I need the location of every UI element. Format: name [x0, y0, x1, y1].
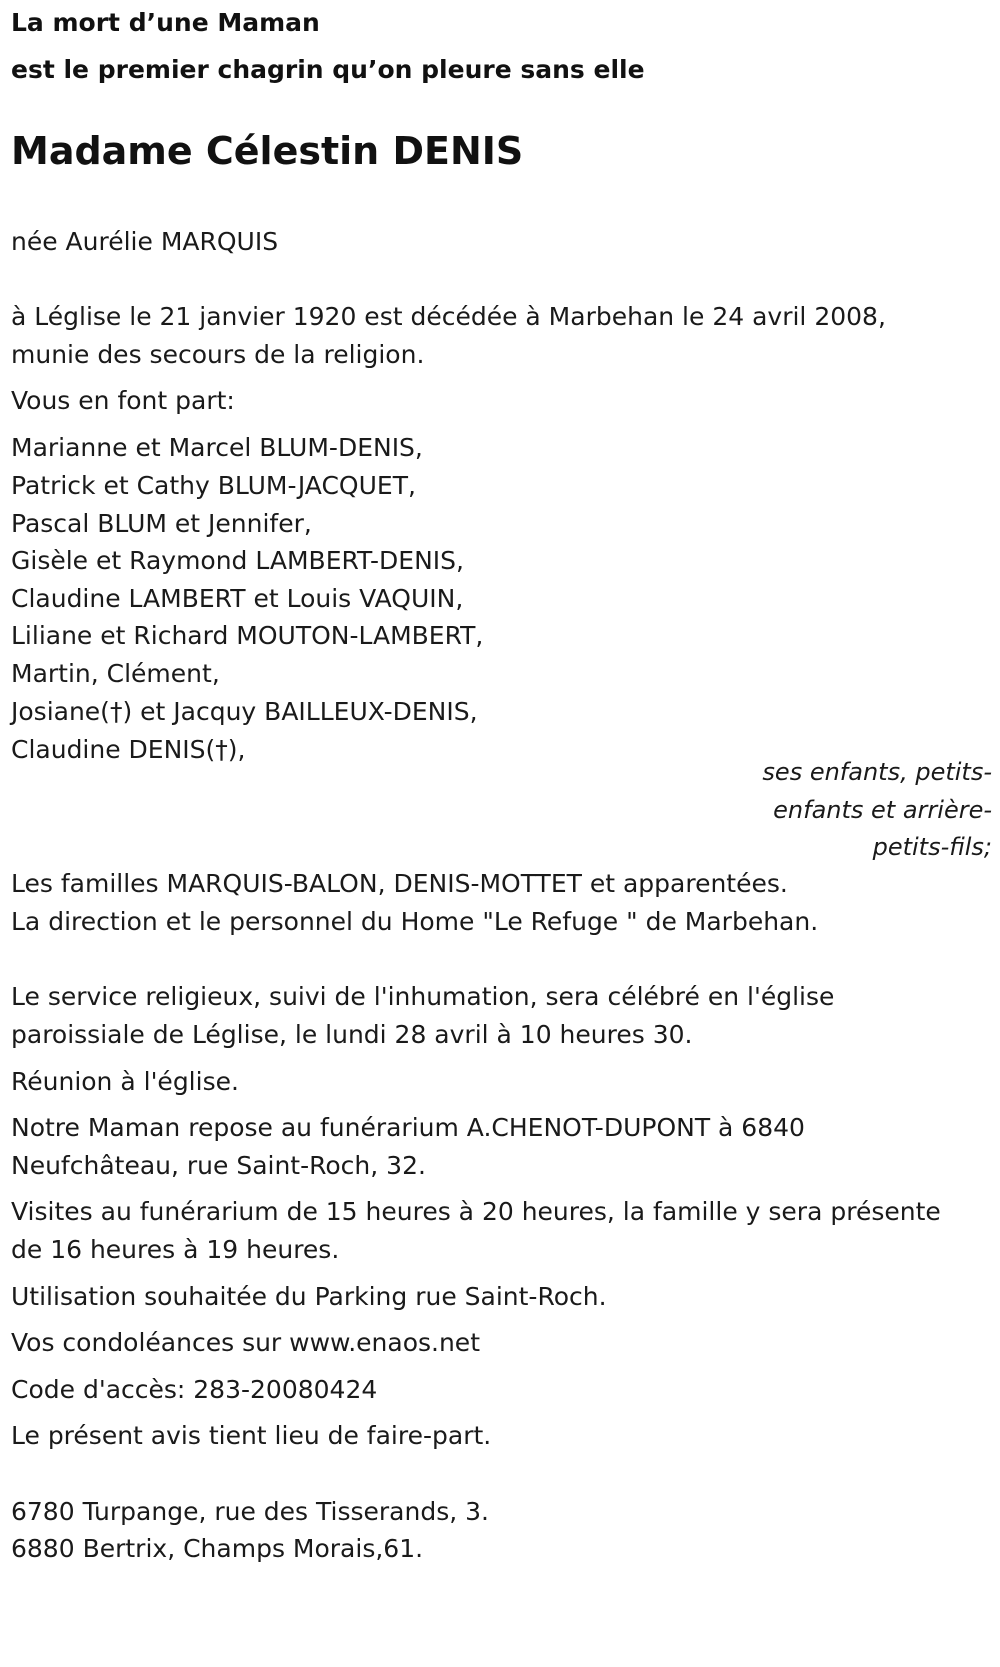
family-relation-line-2: enfants et arrière-: [773, 796, 992, 824]
birth-name: née Aurélie MARQUIS: [11, 227, 279, 256]
visits-line-1: Visites au funérarium de 15 heures à 20 heures, la famille y sera présente: [11, 1197, 941, 1226]
death-notice-line-2: munie des secours de la religion.: [11, 340, 425, 369]
death-notice-line-1: à Léglise le 21 janvier 1920 est décédée à Marbehan le 24 avril 2008,: [11, 302, 886, 331]
notice-statement: Le présent avis tient lieu de faire-part.: [11, 1421, 492, 1450]
service-line-2: paroissiale de Léglise, le lundi 28 avril à 10 heures 30.: [11, 1020, 693, 1049]
family-member: Claudine DENIS(†),: [11, 735, 246, 764]
family-member: Patrick et Cathy BLUM-JACQUET,: [11, 471, 416, 500]
home-staff: La direction et le personnel du Home "Le Refuge " de Marbehan.: [11, 907, 819, 936]
funerarium-line-1: Notre Maman repose au funérarium A.CHENOT-DUPONT à 6840: [11, 1113, 805, 1142]
parking-info: Utilisation souhaitée du Parking rue Saint-Roch.: [11, 1282, 607, 1311]
family-member: Claudine LAMBERT et Louis VAQUIN,: [11, 584, 464, 613]
service-line-1: Le service religieux, suivi de l'inhumation, sera célébré en l'église: [11, 982, 835, 1011]
family-relation-line-1: ses enfants, petits-: [762, 758, 992, 786]
family-member: Josiane(†) et Jacquy BAILLEUX-DENIS,: [11, 697, 478, 726]
epigraph-line-1: La mort d’une Maman: [11, 8, 320, 37]
family-member: Martin, Clément,: [11, 659, 220, 688]
meeting-info: Réunion à l'église.: [11, 1067, 239, 1096]
family-member: Pascal BLUM et Jennifer,: [11, 509, 312, 538]
condolences-info: Vos condoléances sur www.enaos.net: [11, 1328, 480, 1357]
funerarium-line-2: Neufchâteau, rue Saint-Roch, 32.: [11, 1151, 426, 1180]
deceased-name: Madame Célestin DENIS: [11, 129, 524, 173]
family-member: Gisèle et Raymond LAMBERT-DENIS,: [11, 546, 464, 575]
family-relation-line-3: petits-fils;: [872, 833, 992, 861]
access-code: Code d'accès: 283-20080424: [11, 1375, 378, 1404]
epigraph-line-2: est le premier chagrin qu’on pleure sans elle: [11, 55, 645, 84]
other-families: Les familles MARQUIS-BALON, DENIS-MOTTET et apparentées.: [11, 869, 788, 898]
address-line: 6880 Bertrix, Champs Morais,61.: [11, 1534, 424, 1563]
visits-line-2: de 16 heures à 19 heures.: [11, 1235, 340, 1264]
family-member: Liliane et Richard MOUTON-LAMBERT,: [11, 621, 484, 650]
announcers-intro: Vous en font part:: [11, 386, 235, 415]
family-member: Marianne et Marcel BLUM-DENIS,: [11, 433, 423, 462]
address-line: 6780 Turpange, rue des Tisserands, 3.: [11, 1497, 489, 1526]
